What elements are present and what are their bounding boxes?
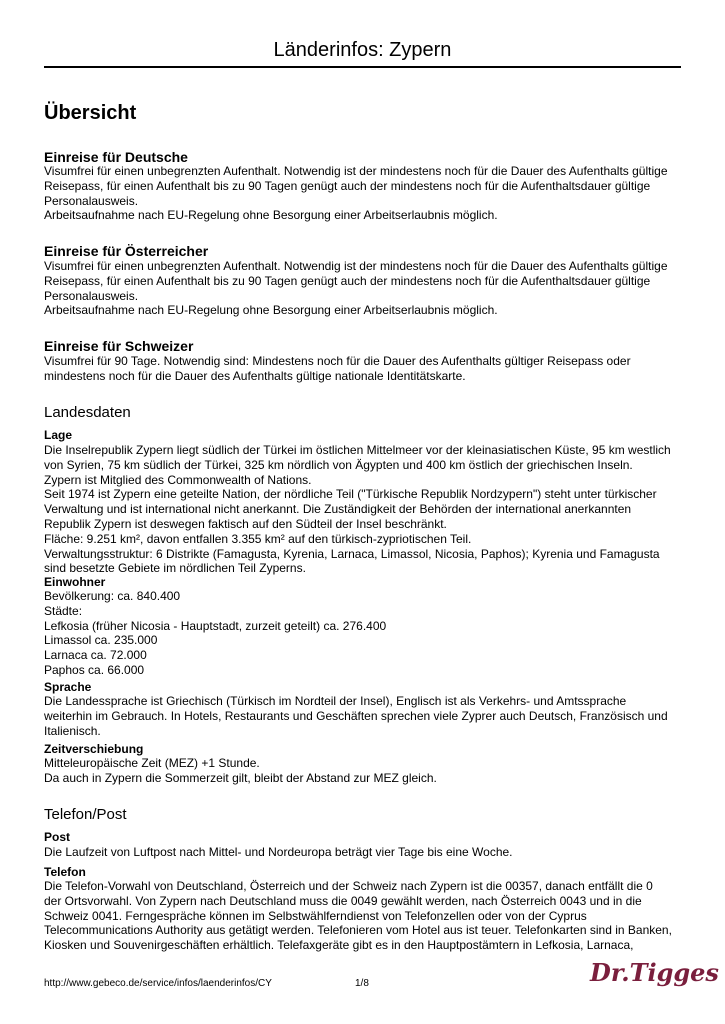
- text-line: Lefkosia (früher Nicosia - Hauptstadt, zurzeit geteilt) ca. 276.400: [44, 618, 387, 633]
- text-line: Die Laufzeit von Luftpost nach Mittel- und Nordeuropa beträgt vier Tage bis eine Woche.: [44, 845, 513, 859]
- section-heading-einreise-schweizer: Einreise für Schweizer: [44, 338, 194, 354]
- subheading-sprache: Sprache: [44, 680, 92, 694]
- section-heading-einreise-oesterreicher: Einreise für Österreicher: [44, 243, 209, 259]
- text-line: Seit 1974 ist Zypern eine geteilte Nation, der nördliche Teil ("Türkische Republik Nordzypern") steht unter türkischer: [44, 487, 657, 502]
- logo-text: Dr.Tigges: [590, 958, 719, 987]
- text-line: Visumfrei für einen unbegrenzten Aufenthalt. Notwendig ist der mindestens noch für die Dauer des Aufenthalts gültige: [44, 259, 668, 273]
- subheading-einwohner: Einwohner: [44, 575, 106, 589]
- section-heading-einreise-deutsche: Einreise für Deutsche: [44, 149, 188, 165]
- text-line: Die Landessprache ist Griechisch (Türkisch im Nordteil der Insel), Englisch ist als Verkehrs- und Amtssprache: [44, 694, 627, 708]
- text-line: Zypern ist Mitglied des Commonwealth of Nations.: [44, 472, 312, 487]
- text-line: Da auch in Zypern die Sommerzeit gilt, bleibt der Abstand zur MEZ gleich.: [44, 770, 437, 785]
- text-line: Personalausweis.: [44, 193, 139, 208]
- subheading-lage: Lage: [44, 428, 73, 442]
- text-line: Reisepass, für einen Aufenthalt bis zu 90 Tagen genügt auch der mindestens noch für die Aufenthaltsdauer gültige: [44, 178, 651, 193]
- subheading-post: Post: [44, 830, 71, 844]
- text-line: mindestens noch für die Dauer des Aufenthalts gültige nationale Identitätskarte.: [44, 368, 466, 383]
- text-line: Kiosken und Souvenirgeschäften erhältlich. Telefaxgeräte gibt es in den Hauptpostämtern in Lefkosia, Larnaca,: [44, 938, 634, 953]
- text-line: Mitteleuropäische Zeit (MEZ) +1 Stunde.: [44, 756, 260, 770]
- paragraph-lage: [44, 443, 684, 576]
- paragraph-telefon: [44, 879, 684, 953]
- page-number: 1/8: [355, 978, 369, 989]
- overview-heading: Übersicht: [44, 102, 137, 124]
- text-line: Reisepass, für einen Aufenthalt bis zu 90 Tagen genügt auch der mindestens noch für die Aufenthaltsdauer gültige: [44, 273, 651, 288]
- section-heading-landesdaten: Landesdaten: [44, 404, 131, 421]
- section-heading-telefon-post: Telefon/Post: [44, 806, 127, 823]
- footer-url[interactable]: http://www.gebeco.de/service/infos/laenderinfos/CY: [44, 978, 272, 989]
- text-line: Schweiz 0041. Ferngespräche können im Selbstwählferndienst von Telefonzellen oder von der Cyprus: [44, 908, 587, 923]
- paragraph-einreise-schweizer: [44, 354, 684, 384]
- text-line: Arbeitsaufnahme nach EU-Regelung ohne Besorgung einer Arbeitserlaubnis möglich.: [44, 208, 498, 223]
- text-line: Visumfrei für 90 Tage. Notwendig sind: Mindestens noch für die Dauer des Aufenthalts gültiger Reisepass oder: [44, 354, 631, 368]
- text-line: Fläche: 9.251 km², davon entfallen 3.355 km² auf den türkisch-zypriotischen Teil.: [44, 531, 472, 546]
- text-line: Telecommunications Authority aus getätigt werden. Telefonieren vom Hotel aus ist teuer. Telefonkarten sind in Banken,: [44, 923, 672, 938]
- text-line: Die Inselrepublik Zypern liegt südlich der Türkei im östlichen Mittelmeer vor der kleinasiatischen Küste, 95 km westlich: [44, 443, 671, 457]
- text-line: Republik Zypern ist deswegen faktisch auf den Südteil der Insel beschränkt.: [44, 516, 447, 531]
- text-line: Visumfrei für einen unbegrenzten Aufenthalt. Notwendig ist der mindestens noch für die Dauer des Aufenthalts gültige: [44, 164, 668, 178]
- paragraph-einwohner: [44, 589, 684, 678]
- text-line: sind besetzte Gebiete im nördlichen Teil Zyperns.: [44, 561, 306, 576]
- text-line: von Syrien, 75 km südlich der Türkei, 325 km nördlich von Ägypten und 400 km östlich der griechischen Inseln.: [44, 457, 633, 472]
- subheading-telefon: Telefon: [44, 865, 86, 879]
- text-line: weiterhin im Gebrauch. In Hotels, Restaurants und Geschäften sprechen viele Zyprer auch Deutsch, Französisch und: [44, 708, 668, 723]
- text-line: Larnaca ca. 72.000: [44, 648, 147, 663]
- text-line: Die Telefon-Vorwahl von Deutschland, Österreich und der Schweiz nach Zypern ist die 00357, danach entfällt die 0: [44, 879, 653, 893]
- paragraph-sprache: [44, 694, 684, 738]
- text-line: Italienisch.: [44, 723, 101, 738]
- text-line: Personalausweis.: [44, 288, 139, 303]
- paragraph-einreise-oesterreicher: [44, 259, 684, 318]
- text-line: der Ortsvorwahl. Von Zypern nach Deutschland muss die 0049 gewählt werden, nach Österreich 0043 und in die: [44, 893, 642, 908]
- text-line: Limassol ca. 235.000: [44, 633, 158, 648]
- text-line: Verwaltung und ist international nicht anerkannt. Die Zuständigkeit der Behörden der international anerkannten: [44, 502, 632, 517]
- paragraph-einreise-deutsche: [44, 164, 684, 223]
- text-line: Arbeitsaufnahme nach EU-Regelung ohne Besorgung einer Arbeitserlaubnis möglich.: [44, 303, 498, 318]
- text-line: Paphos ca. 66.000: [44, 662, 145, 677]
- dr-tigges-logo: [588, 953, 719, 997]
- text-line: Verwaltungsstruktur: 6 Distrikte (Famagusta, Kyrenia, Larnaca, Limassol, Nicosia, Paphos); Kyrenia und Famagusta: [44, 546, 660, 561]
- paragraph-post: [44, 845, 684, 860]
- page-title: Länderinfos: Zypern: [273, 39, 452, 61]
- text-line: Bevölkerung: ca. 840.400: [44, 589, 181, 603]
- text-line: Städte:: [44, 603, 83, 618]
- page-header: [44, 38, 681, 68]
- subheading-zeitverschiebung: Zeitverschiebung: [44, 742, 144, 756]
- paragraph-zeitverschiebung: [44, 756, 684, 786]
